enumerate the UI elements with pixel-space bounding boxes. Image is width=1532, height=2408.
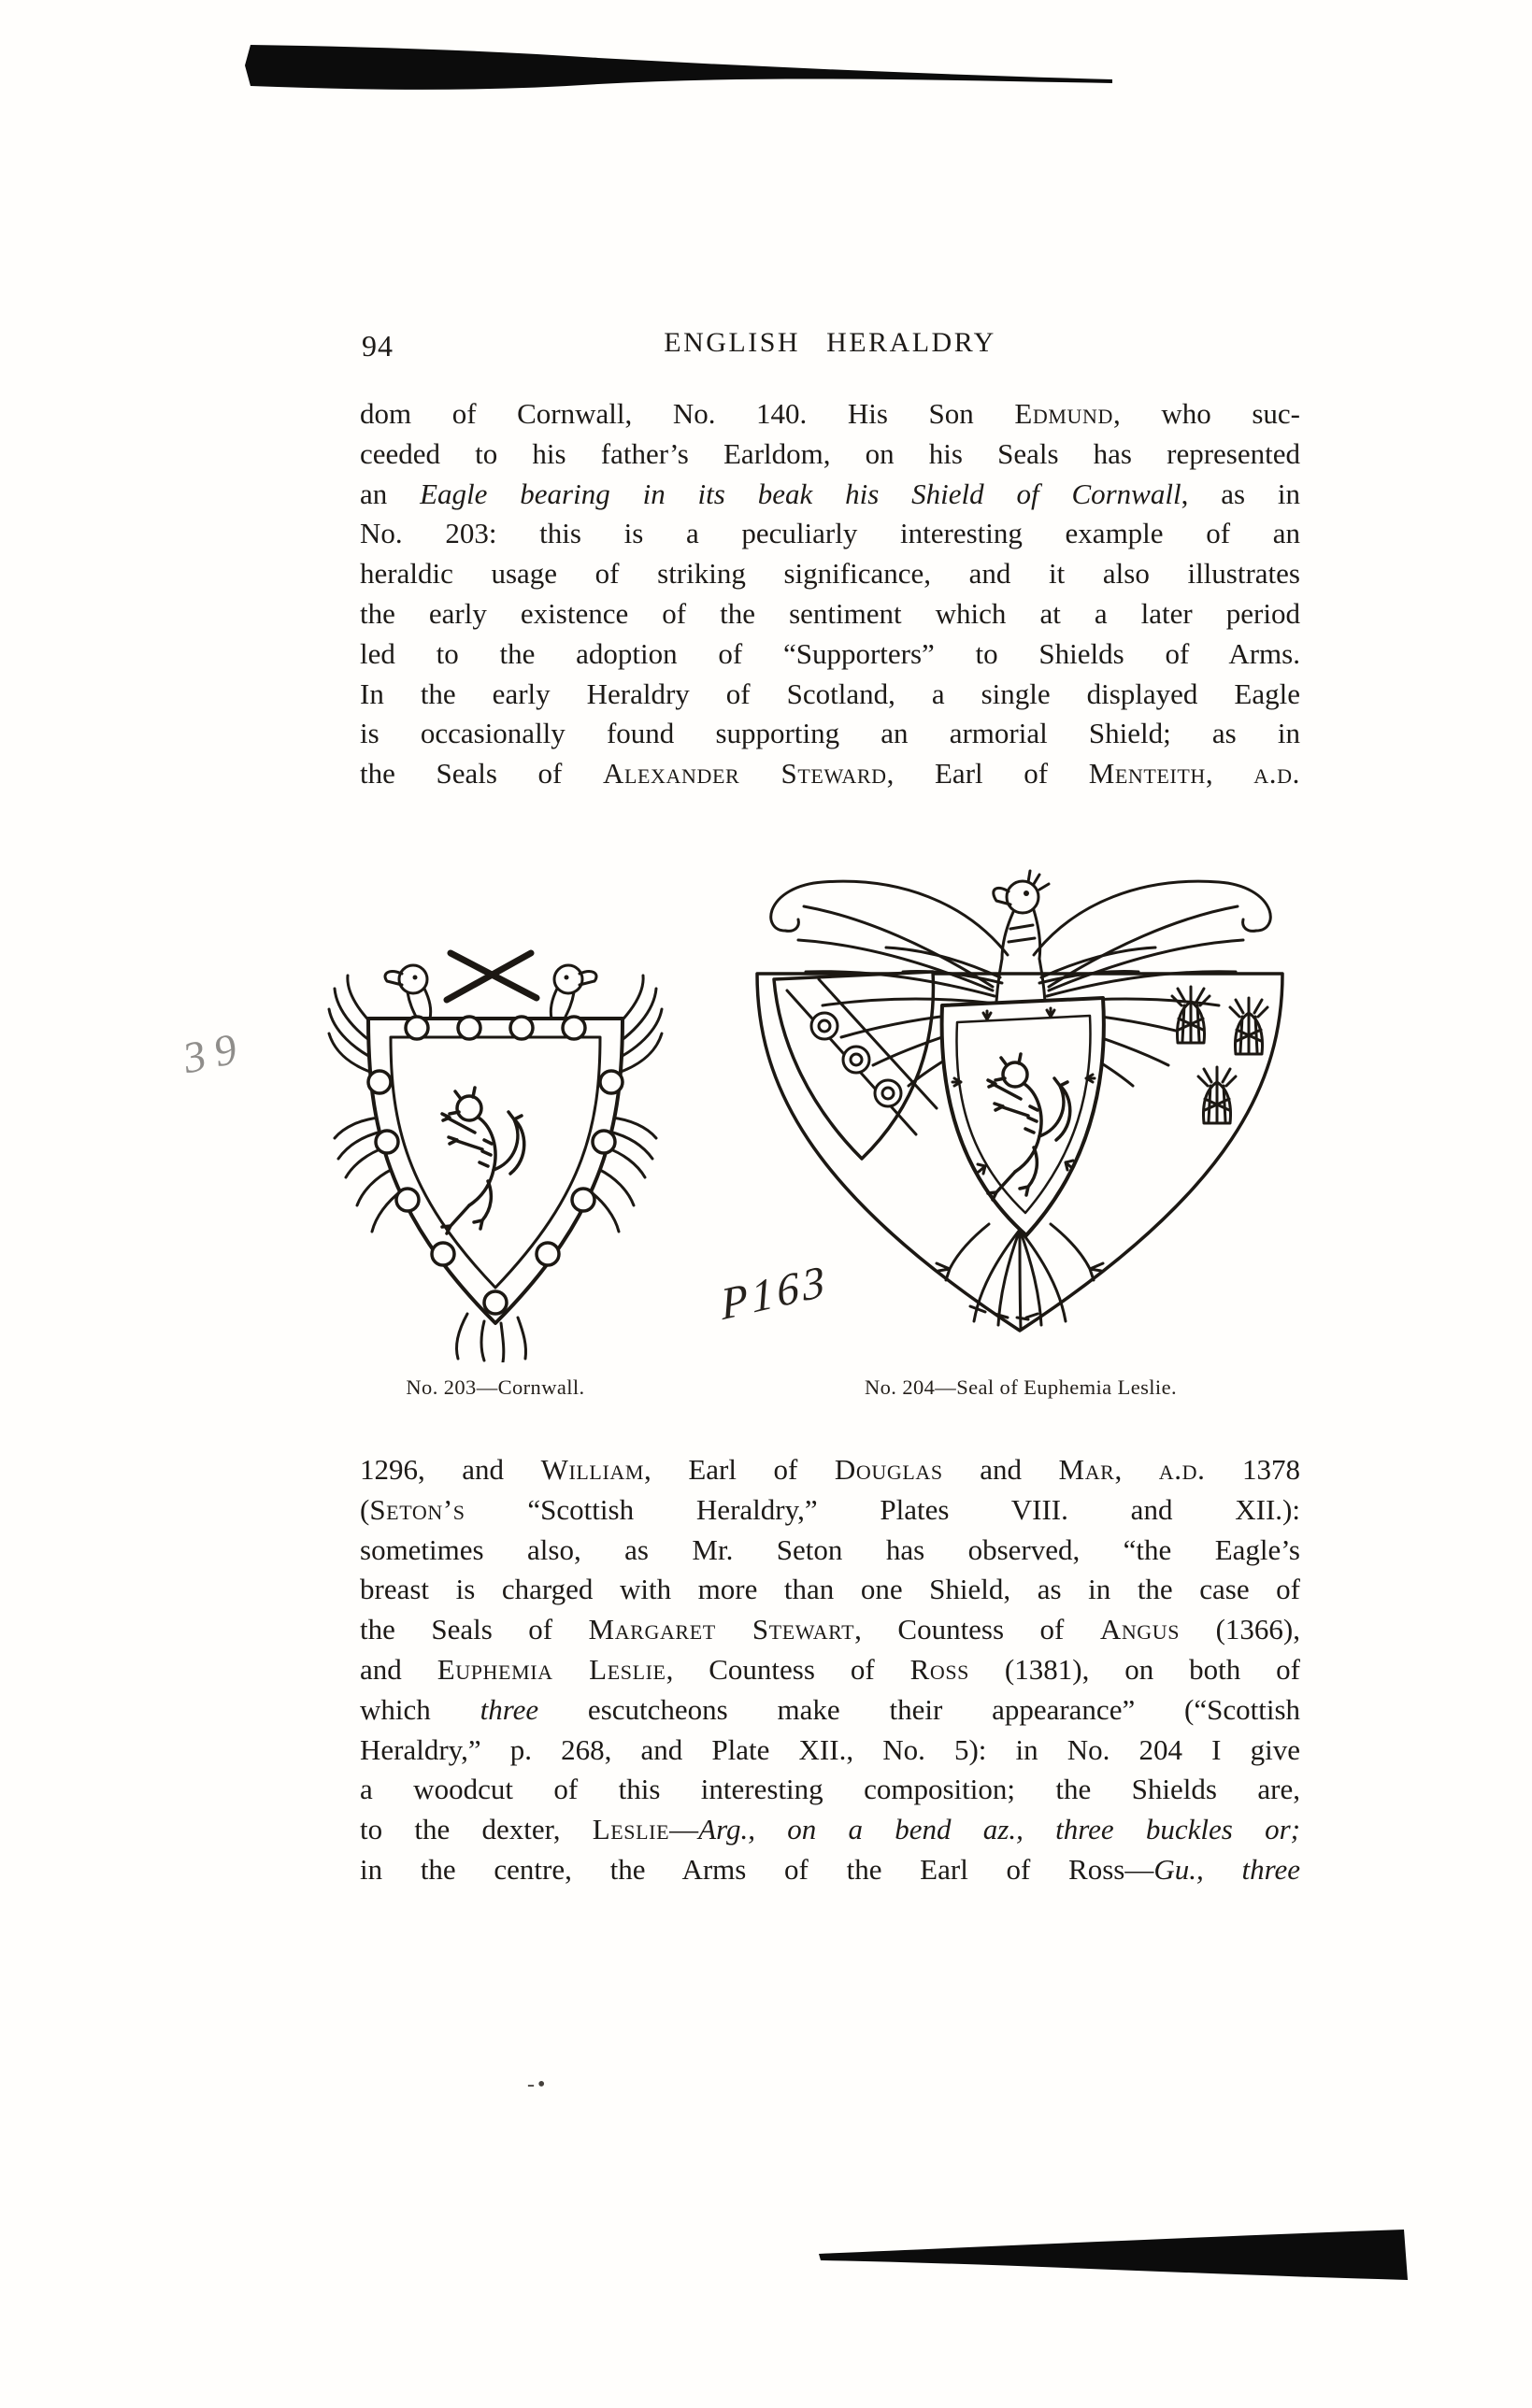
text-line: breast is charged with more than one Shield, as in the case of [360, 1573, 1300, 1606]
woodcut-seal-of-cornwall [327, 940, 664, 1362]
text-line: dom of Cornwall, No. 140. His Son Edmund, who suc- [360, 397, 1300, 430]
figure-caption-204: No. 204—Seal of Euphemia Leslie. [865, 1375, 1177, 1399]
text-line: ceeded to his father’s Earldom, on his Seals has represented [360, 436, 1300, 470]
text-line: which three escutcheons make their appearance” (“Scottish [360, 1692, 1301, 1726]
text-line: an Eagle bearing in its beak his Shield of Cornwall, as in [360, 477, 1300, 510]
scan-artifact-bottom [0, 2205, 1532, 2317]
text-line: and Euphemia Leslie, Countess of Ross (1381), on both of [360, 1652, 1301, 1686]
text-line: heraldic usage of striking significance, and it also illustrates [360, 557, 1300, 591]
handwritten-margin-note: 39 [179, 1022, 251, 1084]
text-line: the Seals of Alexander Steward, Earl of Menteith, a.d. [360, 757, 1300, 791]
running-title: ENGLISH HERALDRY [664, 327, 996, 358]
handwritten-figure-note: P163 [719, 1255, 831, 1331]
text-line: the Seals of Margaret Stewart, Countess of Angus (1366), [360, 1613, 1300, 1646]
page-number: 94 [362, 329, 394, 363]
text-line: In the early Heraldry of Scotland, a single displayed Eagle [360, 677, 1300, 710]
text-line: (Seton’s “Scottish Heraldry,” Plates VIII. and XII.): [360, 1492, 1300, 1526]
text-line: led to the adoption of “Supporters” to Shields of Arms. [360, 636, 1300, 670]
text-line: is occasionally found supporting an armorial Shield; as in [360, 717, 1300, 750]
text-line: a woodcut of this interesting composition; the Shields are, [360, 1773, 1300, 1806]
figure-caption-203: No. 203—Cornwall. [406, 1375, 585, 1399]
scan-artifact-top [0, 0, 1532, 112]
paragraph-1 [360, 394, 1300, 794]
text-line: Heraldry,” p. 268, and Plate XII., No. 5): in No. 204 I give [360, 1732, 1300, 1766]
text-line: 1296, and William, Earl of Douglas and Mar, a.d. 1378 [360, 1453, 1300, 1486]
stray-pen-mark: -• [527, 2073, 549, 2097]
cornwall-eagle-shield-illustration [327, 940, 664, 1362]
paragraph-2 [360, 1450, 1300, 1890]
text-line: the early existence of the sentiment which at a later period [360, 596, 1300, 630]
text-line: in the centre, the Arms of the Earl of Ross—Gu., three [360, 1852, 1301, 1886]
text-line: No. 203: this is a peculiarly interesting example of an [360, 517, 1300, 550]
page-header [360, 327, 1300, 366]
text-line: sometimes also, as Mr. Seton has observed, “the Eagle’s [360, 1532, 1300, 1566]
text-line: to the dexter, Leslie—Arg., on a bend az., three buckles or; [360, 1813, 1300, 1846]
